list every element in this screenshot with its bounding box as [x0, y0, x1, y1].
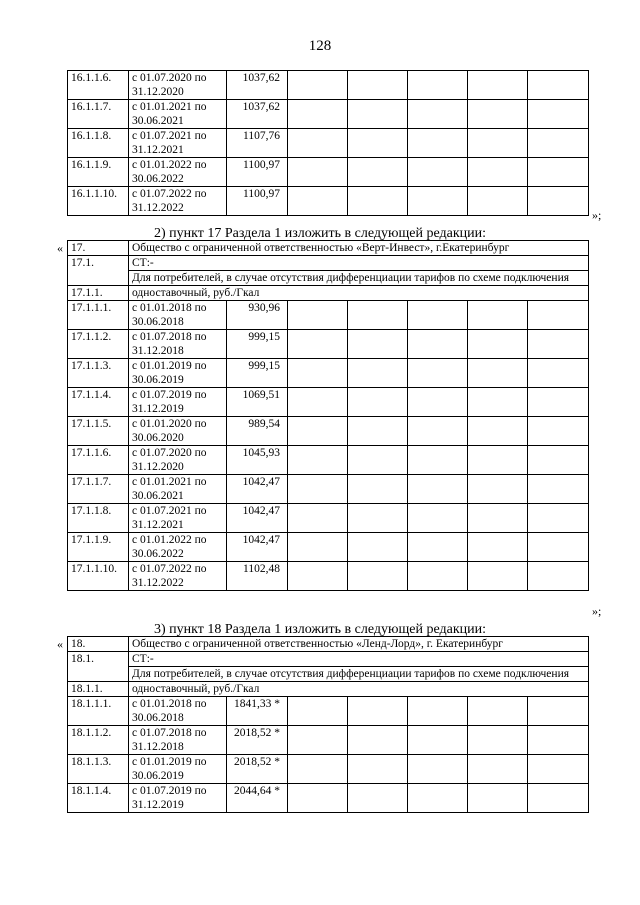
empty-cell	[348, 446, 408, 475]
period-start: с 01.01.2021 по	[132, 476, 207, 488]
period-start: с 01.07.2020 по	[132, 447, 207, 459]
empty-cell	[468, 562, 528, 591]
period-end: 31.12.2021	[132, 519, 184, 531]
empty-cell	[408, 359, 468, 388]
st-label: СТ:-	[129, 256, 589, 271]
tariff-value: 999,15	[227, 359, 288, 388]
rate-row	[68, 286, 589, 301]
row-code: 17.1.1.3.	[68, 359, 129, 388]
period-start: с 01.07.2022 по	[132, 563, 207, 575]
empty-cell	[528, 301, 589, 330]
period-end: 30.06.2020	[132, 432, 184, 444]
empty-cell	[528, 726, 589, 755]
section-heading-2: 2) пункт 17 Раздела 1 изложить в следующей редакции:	[154, 226, 486, 241]
row-code: 17.1.1.5.	[68, 417, 129, 446]
tariff-value: 999,15	[227, 330, 288, 359]
org-code: 18.	[68, 637, 129, 652]
period-end: 30.06.2019	[132, 770, 184, 782]
empty-cell	[288, 475, 348, 504]
tariff-period-row	[68, 726, 589, 755]
tariff-period-row	[68, 755, 589, 784]
period-cell	[129, 301, 227, 330]
period-end: 31.12.2022	[132, 202, 184, 214]
row-code: 16.1.1.8.	[68, 129, 129, 158]
empty-cell	[348, 330, 408, 359]
row-code: 17.1.1.7.	[68, 475, 129, 504]
tariff-value: 1042,47	[227, 533, 288, 562]
empty-cell	[288, 755, 348, 784]
empty-cell	[288, 417, 348, 446]
empty-cell	[528, 533, 589, 562]
rate-code: 17.1.1.	[68, 286, 129, 301]
system-row	[68, 652, 589, 667]
empty-cell	[528, 330, 589, 359]
tariff-period-row	[68, 301, 589, 330]
empty-cell	[408, 158, 468, 187]
period-cell	[129, 533, 227, 562]
period-start: с 01.01.2022 по	[132, 159, 207, 171]
period-end: 30.06.2021	[132, 490, 184, 502]
period-cell	[129, 697, 227, 726]
empty-cell	[288, 330, 348, 359]
period-cell	[129, 726, 227, 755]
tariff-value: 1102,48	[227, 562, 288, 591]
empty-cell	[468, 417, 528, 446]
rate-label: одноставочный, руб./Гкал	[129, 286, 589, 301]
period-start: с 01.01.2021 по	[132, 101, 207, 113]
period-start: с 01.01.2020 по	[132, 418, 207, 430]
tariff-period-row	[68, 71, 589, 100]
period-end: 31.12.2019	[132, 403, 184, 415]
tariff-value: 930,96	[227, 301, 288, 330]
tariff-period-row	[68, 784, 589, 813]
empty-cell	[288, 100, 348, 129]
period-start: с 01.01.2019 по	[132, 756, 207, 768]
tariff-value: 2018,52 *	[227, 726, 288, 755]
period-start: с 01.07.2021 по	[132, 505, 207, 517]
empty-cell	[528, 129, 589, 158]
row-code: 17.1.1.6.	[68, 446, 129, 475]
tariff-period-row	[68, 417, 589, 446]
empty-cell	[468, 446, 528, 475]
empty-cell	[348, 388, 408, 417]
empty-cell	[348, 158, 408, 187]
empty-cell	[288, 726, 348, 755]
period-start: с 01.07.2018 по	[132, 331, 207, 343]
tariff-period-row	[68, 697, 589, 726]
empty-cell	[288, 533, 348, 562]
tariff-period-row	[68, 129, 589, 158]
org-code: 17.	[68, 241, 129, 256]
section-heading-3: 3) пункт 18 Раздела 1 изложить в следующей редакции:	[154, 622, 486, 637]
empty-cell	[468, 187, 528, 216]
empty-cell	[348, 187, 408, 216]
tariff-value: 1042,47	[227, 475, 288, 504]
empty-cell	[408, 388, 468, 417]
empty-cell	[288, 446, 348, 475]
row-code: 16.1.1.10.	[68, 187, 129, 216]
empty-cell	[468, 533, 528, 562]
empty-cell	[348, 697, 408, 726]
period-cell	[129, 100, 227, 129]
period-cell	[129, 359, 227, 388]
tariff-value: 989,54	[227, 417, 288, 446]
organization-row	[68, 241, 589, 256]
empty-cell	[528, 504, 589, 533]
closing-quote: »;	[592, 208, 602, 222]
period-cell	[129, 330, 227, 359]
empty-cell	[408, 417, 468, 446]
row-code: 18.1.1.3.	[68, 755, 129, 784]
empty-cell	[288, 187, 348, 216]
tariff-period-row	[68, 533, 589, 562]
tariff-period-row	[68, 562, 589, 591]
row-code: 18.1.1.4.	[68, 784, 129, 813]
empty-cell	[408, 100, 468, 129]
empty-cell	[408, 726, 468, 755]
empty-cell	[468, 475, 528, 504]
empty-cell	[528, 446, 589, 475]
period-end: 31.12.2020	[132, 86, 184, 98]
period-start: с 01.07.2020 по	[132, 72, 207, 84]
st-code: 17.1.	[68, 256, 129, 286]
period-start: с 01.07.2018 по	[132, 727, 207, 739]
empty-cell	[288, 562, 348, 591]
empty-cell	[348, 475, 408, 504]
empty-cell	[348, 726, 408, 755]
empty-cell	[408, 330, 468, 359]
row-code: 16.1.1.6.	[68, 71, 129, 100]
empty-cell	[528, 388, 589, 417]
empty-cell	[468, 71, 528, 100]
empty-cell	[468, 726, 528, 755]
empty-cell	[348, 533, 408, 562]
period-cell	[129, 158, 227, 187]
tariff-value: 1107,76	[227, 129, 288, 158]
row-code: 17.1.1.10.	[68, 562, 129, 591]
period-cell	[129, 187, 227, 216]
empty-cell	[408, 475, 468, 504]
empty-cell	[408, 697, 468, 726]
empty-cell	[528, 475, 589, 504]
empty-cell	[408, 755, 468, 784]
empty-cell	[528, 697, 589, 726]
organization-row	[68, 637, 589, 652]
tariff-value: 2044,64 *	[227, 784, 288, 813]
empty-cell	[408, 784, 468, 813]
period-start: с 01.07.2019 по	[132, 389, 207, 401]
empty-cell	[468, 388, 528, 417]
empty-cell	[528, 71, 589, 100]
tariff-period-row	[68, 330, 589, 359]
tariff-table-16	[67, 70, 589, 216]
period-start: с 01.01.2022 по	[132, 534, 207, 546]
table-body	[68, 71, 589, 216]
opening-quote: «	[57, 241, 63, 255]
period-end: 30.06.2022	[132, 173, 184, 185]
period-cell	[129, 784, 227, 813]
org-name: Общество с ограниченной ответственностью «Ленд-Лорд», г. Екатеринбург	[129, 637, 589, 652]
empty-cell	[528, 562, 589, 591]
tariff-period-row	[68, 388, 589, 417]
tariff-value: 1037,62	[227, 71, 288, 100]
tariff-value: 1100,97	[227, 187, 288, 216]
empty-cell	[348, 504, 408, 533]
empty-cell	[408, 533, 468, 562]
closing-quote: »;	[592, 604, 602, 618]
period-end: 30.06.2021	[132, 115, 184, 127]
tariff-period-row	[68, 100, 589, 129]
empty-cell	[468, 100, 528, 129]
rate-row	[68, 682, 589, 697]
consumers-label: Для потребителей, в случае отсутствия дифференциации тарифов по схеме подключения	[129, 271, 589, 286]
tariff-table-18	[67, 636, 589, 813]
row-code: 17.1.1.4.	[68, 388, 129, 417]
empty-cell	[288, 784, 348, 813]
period-cell	[129, 129, 227, 158]
empty-cell	[528, 417, 589, 446]
period-cell	[129, 562, 227, 591]
system-row	[68, 256, 589, 271]
period-end: 31.12.2018	[132, 741, 184, 753]
empty-cell	[348, 784, 408, 813]
empty-cell	[348, 71, 408, 100]
tariff-period-row	[68, 475, 589, 504]
empty-cell	[408, 187, 468, 216]
period-start: с 01.07.2022 по	[132, 188, 207, 200]
empty-cell	[408, 446, 468, 475]
row-code: 17.1.1.1.	[68, 301, 129, 330]
empty-cell	[288, 71, 348, 100]
consumers-row	[68, 667, 589, 682]
consumers-row	[68, 271, 589, 286]
period-end: 31.12.2019	[132, 799, 184, 811]
period-start: с 01.07.2019 по	[132, 785, 207, 797]
row-code: 17.1.1.2.	[68, 330, 129, 359]
period-end: 30.06.2022	[132, 548, 184, 560]
tariff-table-17	[67, 240, 589, 591]
empty-cell	[288, 158, 348, 187]
row-code: 18.1.1.2.	[68, 726, 129, 755]
empty-cell	[288, 129, 348, 158]
period-end: 30.06.2019	[132, 374, 184, 386]
period-end: 30.06.2018	[132, 712, 184, 724]
empty-cell	[528, 187, 589, 216]
period-end: 31.12.2018	[132, 345, 184, 357]
empty-cell	[528, 784, 589, 813]
empty-cell	[468, 158, 528, 187]
tariff-period-row	[68, 158, 589, 187]
empty-cell	[408, 504, 468, 533]
empty-cell	[348, 755, 408, 784]
empty-cell	[468, 504, 528, 533]
tariff-value: 1841,33 *	[227, 697, 288, 726]
org-name: Общество с ограниченной ответственностью «Верт-Инвест», г.Екатеринбург	[129, 241, 589, 256]
st-code: 18.1.	[68, 652, 129, 682]
tariff-value: 1045,93	[227, 446, 288, 475]
period-cell	[129, 475, 227, 504]
empty-cell	[348, 129, 408, 158]
period-start: с 01.01.2018 по	[132, 698, 207, 710]
empty-cell	[348, 562, 408, 591]
period-cell	[129, 755, 227, 784]
empty-cell	[408, 301, 468, 330]
row-code: 18.1.1.1.	[68, 697, 129, 726]
empty-cell	[528, 359, 589, 388]
empty-cell	[468, 301, 528, 330]
tariff-period-row	[68, 187, 589, 216]
empty-cell	[408, 129, 468, 158]
empty-cell	[528, 755, 589, 784]
tariff-period-row	[68, 359, 589, 388]
tariff-value: 1042,47	[227, 504, 288, 533]
empty-cell	[288, 301, 348, 330]
empty-cell	[348, 100, 408, 129]
empty-cell	[348, 359, 408, 388]
empty-cell	[408, 71, 468, 100]
tariff-period-row	[68, 504, 589, 533]
period-end: 31.12.2022	[132, 577, 184, 589]
tariff-period-row	[68, 446, 589, 475]
period-cell	[129, 417, 227, 446]
period-cell	[129, 71, 227, 100]
empty-cell	[468, 697, 528, 726]
page-number: 128	[308, 38, 332, 54]
period-start: с 01.07.2021 по	[132, 130, 207, 142]
tariff-value: 1037,62	[227, 100, 288, 129]
period-cell	[129, 388, 227, 417]
row-code: 17.1.1.8.	[68, 504, 129, 533]
row-code: 16.1.1.7.	[68, 100, 129, 129]
tariff-value: 2018,52 *	[227, 755, 288, 784]
st-label: СТ:-	[129, 652, 589, 667]
empty-cell	[288, 697, 348, 726]
tariff-value: 1100,97	[227, 158, 288, 187]
rate-label: одноставочный, руб./Гкал	[129, 682, 589, 697]
row-code: 17.1.1.9.	[68, 533, 129, 562]
empty-cell	[288, 504, 348, 533]
period-end: 31.12.2020	[132, 461, 184, 473]
empty-cell	[468, 330, 528, 359]
empty-cell	[468, 359, 528, 388]
period-end: 31.12.2021	[132, 144, 184, 156]
period-start: с 01.01.2019 по	[132, 360, 207, 372]
empty-cell	[288, 359, 348, 388]
consumers-label: Для потребителей, в случае отсутствия дифференциации тарифов по схеме подключения	[129, 667, 589, 682]
table-body	[68, 637, 589, 813]
empty-cell	[468, 784, 528, 813]
empty-cell	[408, 562, 468, 591]
empty-cell	[348, 301, 408, 330]
rate-code: 18.1.1.	[68, 682, 129, 697]
empty-cell	[348, 417, 408, 446]
empty-cell	[288, 388, 348, 417]
empty-cell	[468, 129, 528, 158]
period-end: 30.06.2018	[132, 316, 184, 328]
period-cell	[129, 504, 227, 533]
empty-cell	[528, 158, 589, 187]
row-code: 16.1.1.9.	[68, 158, 129, 187]
period-cell	[129, 446, 227, 475]
tariff-value: 1069,51	[227, 388, 288, 417]
table-body	[68, 241, 589, 591]
period-start: с 01.01.2018 по	[132, 302, 207, 314]
opening-quote: «	[57, 637, 63, 651]
empty-cell	[468, 755, 528, 784]
empty-cell	[528, 100, 589, 129]
